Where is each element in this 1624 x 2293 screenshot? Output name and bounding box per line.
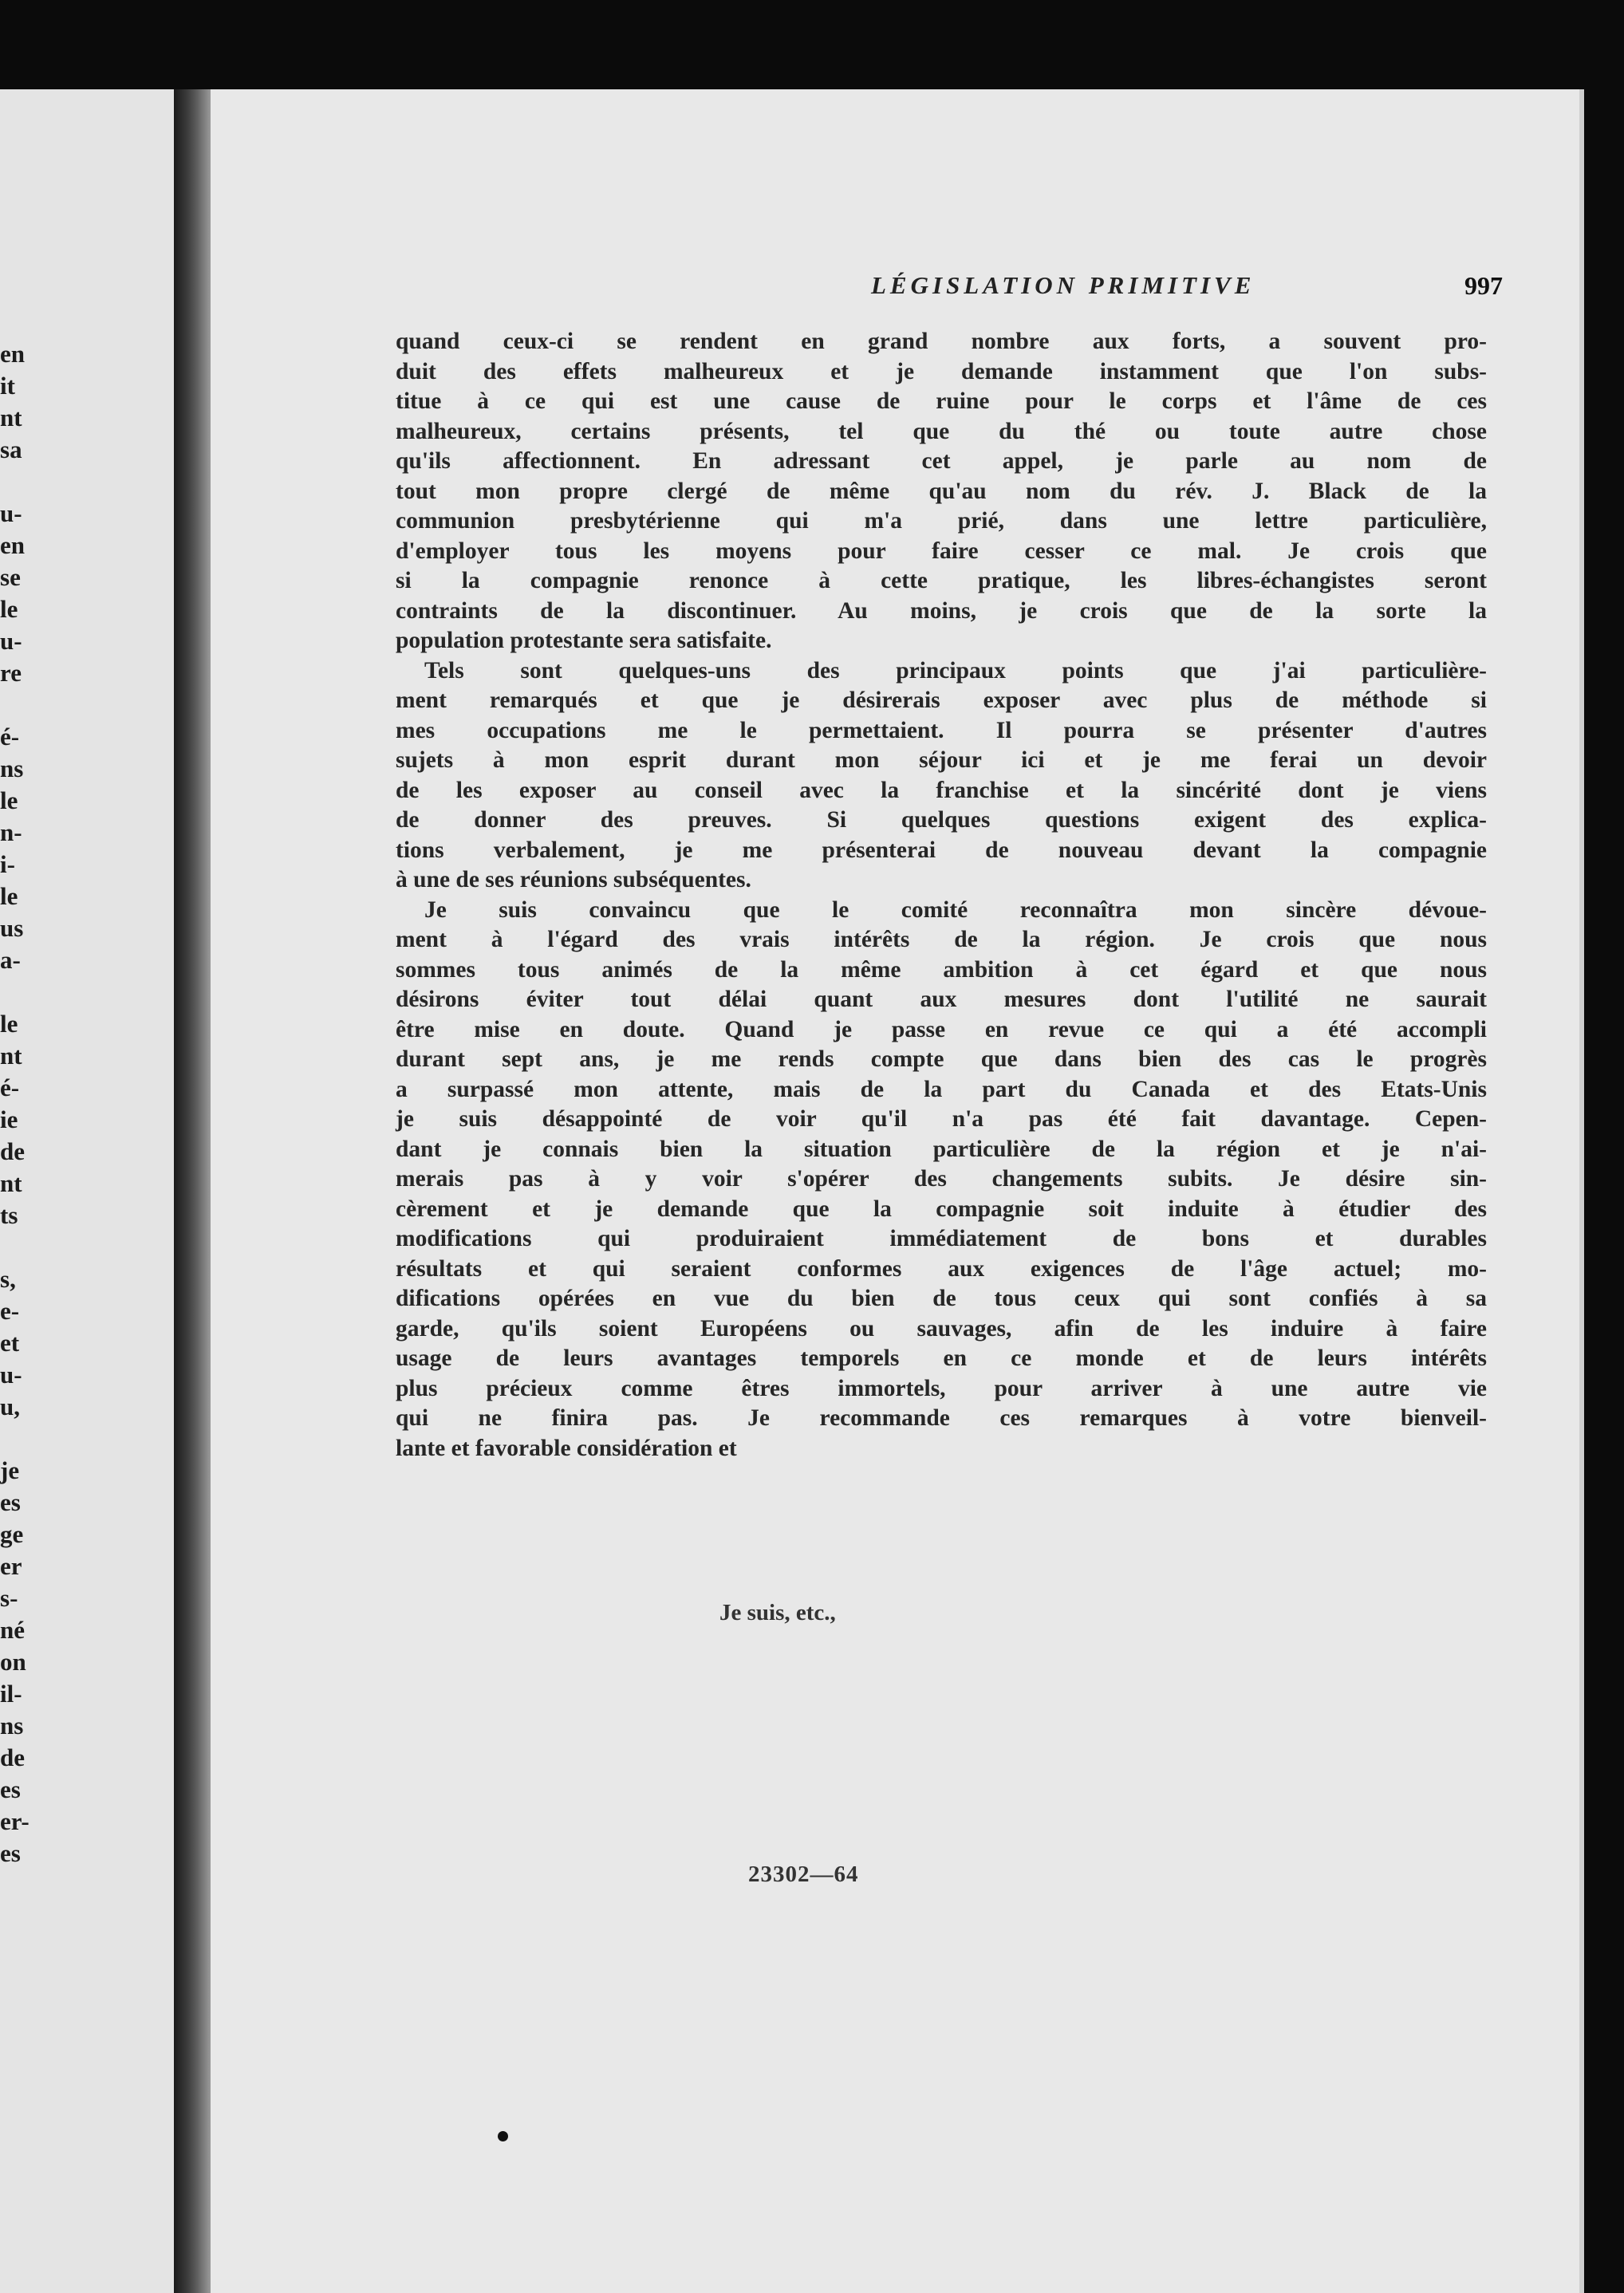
previous-page-text-fragments [0, 338, 80, 1869]
margin-fragment [0, 466, 80, 498]
text-line: merais pas à y voir s'opérer des changements subits. Je désire sin- [396, 1166, 1487, 1192]
text-line: tions verbalement, je me présenterai de nouveau devant la compagnie [396, 837, 1487, 863]
margin-fragment: ie [0, 1105, 18, 1133]
text-line: ment remarqués et que je désirerais exposer avec plus de méthode si [396, 688, 1487, 713]
margin-fragment [0, 1231, 80, 1263]
margin-fragment: us [0, 914, 24, 942]
text-line: population protestante sera satisfaite. [396, 628, 772, 653]
text-line: plus précieux comme êtres immortels, pour arriver à une autre vie [396, 1375, 1487, 1401]
text-line: sommes tous animés de la même ambition à cet égard et que nous [396, 956, 1487, 983]
margin-fragment: ns [0, 754, 24, 782]
text-line: de les exposer au conseil avec la franchise et la sincérité dont je viens [396, 777, 1487, 803]
margin-fragment: er [0, 1552, 22, 1580]
margin-fragment [0, 689, 80, 721]
margin-fragment: le [0, 595, 18, 623]
margin-fragment: e- [0, 1297, 20, 1325]
margin-fragment: le [0, 786, 18, 814]
margin-fragment: nt [0, 1169, 22, 1197]
margin-fragment: s- [0, 1584, 18, 1612]
text-line: quand ceux-ci se rendent en grand nombre aux forts, a souvent pro- [396, 329, 1487, 354]
speck-mark [498, 2131, 508, 2141]
text-line: lante et favorable considération et [396, 1435, 737, 1461]
text-line: résultats et qui seraient conformes aux exigences de l'âge actuel; mo- [396, 1255, 1487, 1282]
text-line: dant je connais bien la situation particulière de la région et je n'ai- [396, 1136, 1487, 1162]
margin-fragment: it [0, 372, 15, 400]
margin-fragment: nt [0, 1042, 22, 1070]
book-gutter [174, 89, 211, 2293]
text-line: je suis désappointé de voir qu'il n'a pas été fait davantage. Cepen- [396, 1106, 1487, 1132]
text-line: modifications qui produiraient immédiatement de bons et durables [396, 1226, 1487, 1251]
text-line: cèrement et je demande que la compagnie soit induite à étudier des [396, 1196, 1487, 1222]
text-line: difications opérées en vue du bien de tous ceux qui sont confiés à sa [396, 1286, 1487, 1311]
running-head: LÉGISLATION PRIMITIVE [871, 271, 1255, 299]
margin-fragment: né [0, 1616, 25, 1644]
margin-fragment: se [0, 563, 21, 591]
margin-fragment: i- [0, 850, 15, 878]
text-line: duit des effets malheureux et je demande instamment que l'on subs- [396, 358, 1487, 384]
margin-fragment: de [0, 1743, 25, 1771]
margin-fragment: ge [0, 1520, 24, 1548]
margin-fragment: et [0, 1329, 20, 1357]
margin-fragment: ts [0, 1201, 18, 1229]
text-line: qu'ils affectionnent. En adressant cet appel, je parle au nom de [396, 448, 1487, 474]
closing-salutation: Je suis, etc., [719, 1600, 836, 1625]
text-line: durant sept ans, je me rends compte que dans bien des cas le progrès [396, 1046, 1487, 1072]
margin-fragment: le [0, 1010, 18, 1038]
body-text [396, 327, 1487, 1464]
text-line: contraints de la discontinuer. Au moins, je crois que de la sorte la [396, 597, 1487, 624]
margin-fragment: sa [0, 435, 22, 463]
text-line: a surpassé mon attente, mais de la part du Canada et des Etats-Unis [396, 1076, 1487, 1102]
margin-fragment: u, [0, 1393, 20, 1420]
margin-fragment [0, 976, 80, 1008]
page-number: 997 [1464, 271, 1503, 300]
margin-fragment: é- [0, 723, 20, 751]
margin-fragment: le [0, 882, 18, 910]
previous-page-edge [0, 89, 174, 2293]
text-line: mes occupations me le permettaient. Il pourra se présenter d'autres [396, 717, 1487, 743]
text-line: qui ne finira pas. Je recommande ces remarques à votre bienveil- [396, 1405, 1487, 1431]
text-line: désirons éviter tout délai quant aux mesures dont l'utilité ne saurait [396, 987, 1487, 1012]
margin-fragment: es [0, 1839, 21, 1867]
text-line: Tels sont quelques-uns des principaux points que j'ai particulière- [424, 657, 1487, 684]
text-line: sujets à mon esprit durant mon séjour ici et je me ferai un devoir [396, 747, 1487, 773]
text-line: à une de ses réunions subséquentes. [396, 867, 751, 892]
text-line: ment à l'égard des vrais intérêts de la région. Je crois que nous [396, 927, 1487, 952]
margin-fragment: s, [0, 1265, 16, 1293]
text-line: si la compagnie renonce à cette pratique, les libres-échangistes seront [396, 568, 1487, 593]
text-line: d'employer tous les moyens pour faire cesser ce mal. Je crois que [396, 538, 1487, 564]
margin-fragment: en [0, 340, 25, 368]
margin-fragment: re [0, 659, 22, 687]
margin-fragment: il- [0, 1680, 22, 1708]
text-line: tout mon propre clergé de même qu'au nom du rév. J. Black de la [396, 478, 1487, 504]
text-line: usage de leurs avantages temporels en ce monde et de leurs intérêts [396, 1345, 1487, 1371]
text-line: de donner des preuves. Si quelques questions exigent des explica- [396, 807, 1487, 833]
text-line: titue à ce qui est une cause de ruine pour le corps et l'âme de ces [396, 388, 1487, 414]
margin-fragment: u- [0, 1361, 22, 1389]
text-line: communion presbytérienne qui m'a prié, dans une lettre particulière, [396, 508, 1487, 534]
margin-fragment: a- [0, 946, 21, 974]
margin-fragment: nt [0, 404, 22, 431]
margin-fragment: ns [0, 1712, 24, 1739]
margin-fragment: es [0, 1488, 21, 1516]
text-line: être mise en doute. Quand je passe en revue ce qui a été accompli [396, 1016, 1487, 1042]
margin-fragment: u- [0, 499, 22, 527]
text-line: Je suis convaincu que le comité reconnaîtra mon sincère dévoue- [424, 896, 1487, 923]
text-line: garde, qu'ils soient Européens ou sauvages, afin de les induire à faire [396, 1315, 1487, 1342]
document-page [211, 89, 1584, 2293]
margin-fragment: je [0, 1456, 20, 1484]
margin-fragment: en [0, 531, 25, 559]
margin-fragment: de [0, 1137, 25, 1165]
margin-fragment: er- [0, 1807, 30, 1835]
margin-fragment: es [0, 1775, 21, 1803]
margin-fragment: on [0, 1648, 26, 1676]
margin-fragment: u- [0, 627, 22, 655]
margin-fragment: é- [0, 1074, 20, 1101]
margin-fragment: n- [0, 818, 22, 846]
margin-fragment [0, 1423, 80, 1455]
text-line: malheureux, certains présents, tel que du thé ou toute autre chose [396, 418, 1487, 444]
footer-signature-code: 23302—64 [748, 1862, 859, 1887]
